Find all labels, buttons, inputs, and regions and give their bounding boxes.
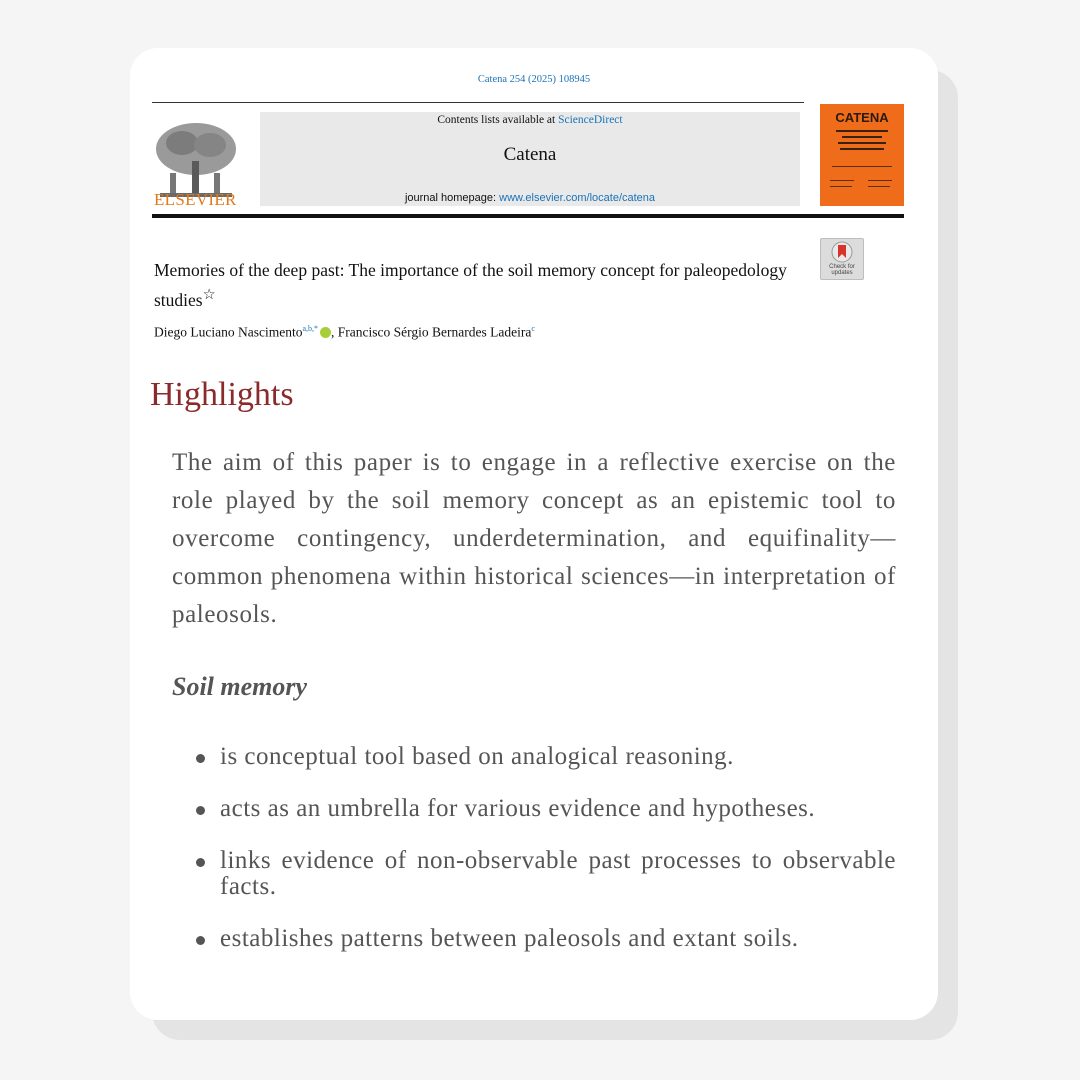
contents-prefix: Contents lists available at	[437, 114, 559, 126]
homepage-line	[260, 192, 800, 204]
header-thick-rule	[152, 214, 904, 218]
journal-citation[interactable]: Catena 254 (2025) 108945	[477, 74, 591, 85]
check-updates-label: Check for updates	[829, 264, 855, 276]
soil-memory-list	[192, 744, 896, 978]
orcid-icon[interactable]	[320, 327, 331, 338]
list-item: acts as an umbrella for various evidence and hypotheses.	[192, 796, 896, 822]
cover-decoration	[820, 104, 904, 206]
homepage-link[interactable]: www.elsevier.com/locate/catena	[499, 192, 656, 204]
highlights-heading: Highlights	[150, 376, 294, 413]
author-1[interactable]: Diego Luciano Nascimento	[154, 324, 303, 340]
journal-name: Catena	[503, 144, 557, 165]
list-item: links evidence of non-observable past processes to observable facts.	[192, 848, 896, 900]
highlights-summary: The aim of this paper is to engage in a reflective exercise on the role played by the soil memory concept as an epistemic tool to overcome contingency, underdetermination, and equifinality—common phenomena within historical sciences—in interpretation of paleosols.	[172, 449, 896, 628]
list-item: establishes patterns between paleosols and extant soils.	[192, 926, 896, 952]
paper-title-text: Memories of the deep past: The importance of the soil memory concept for paleopedology studies	[154, 260, 787, 310]
publisher-name: ELSEVIER	[154, 190, 237, 209]
check-for-updates-badge[interactable]	[820, 238, 864, 280]
list-item: is conceptual tool based on analogical reasoning.	[192, 744, 896, 770]
homepage-prefix: journal homepage:	[404, 192, 500, 204]
bookmark-icon	[821, 239, 863, 265]
sciencedirect-link[interactable]: ScienceDirect	[558, 114, 623, 126]
author-2-affiliation[interactable]: c	[531, 324, 535, 333]
author-list	[154, 324, 535, 341]
author-2[interactable]: , Francisco Sérgio Bernardes Ladeira	[331, 324, 532, 340]
journal-cover-image[interactable]	[820, 104, 904, 206]
highlights-card	[130, 48, 938, 1020]
author-1-affiliation[interactable]: a,b,*	[302, 324, 319, 333]
contents-line	[260, 114, 800, 126]
paper-title	[154, 258, 804, 313]
soil-memory-heading: Soil memory	[172, 672, 308, 701]
header-rule	[152, 102, 804, 103]
journal-banner	[260, 112, 800, 206]
title-footnote-mark: ☆	[202, 287, 216, 303]
cover-title: CATENA	[835, 110, 889, 125]
